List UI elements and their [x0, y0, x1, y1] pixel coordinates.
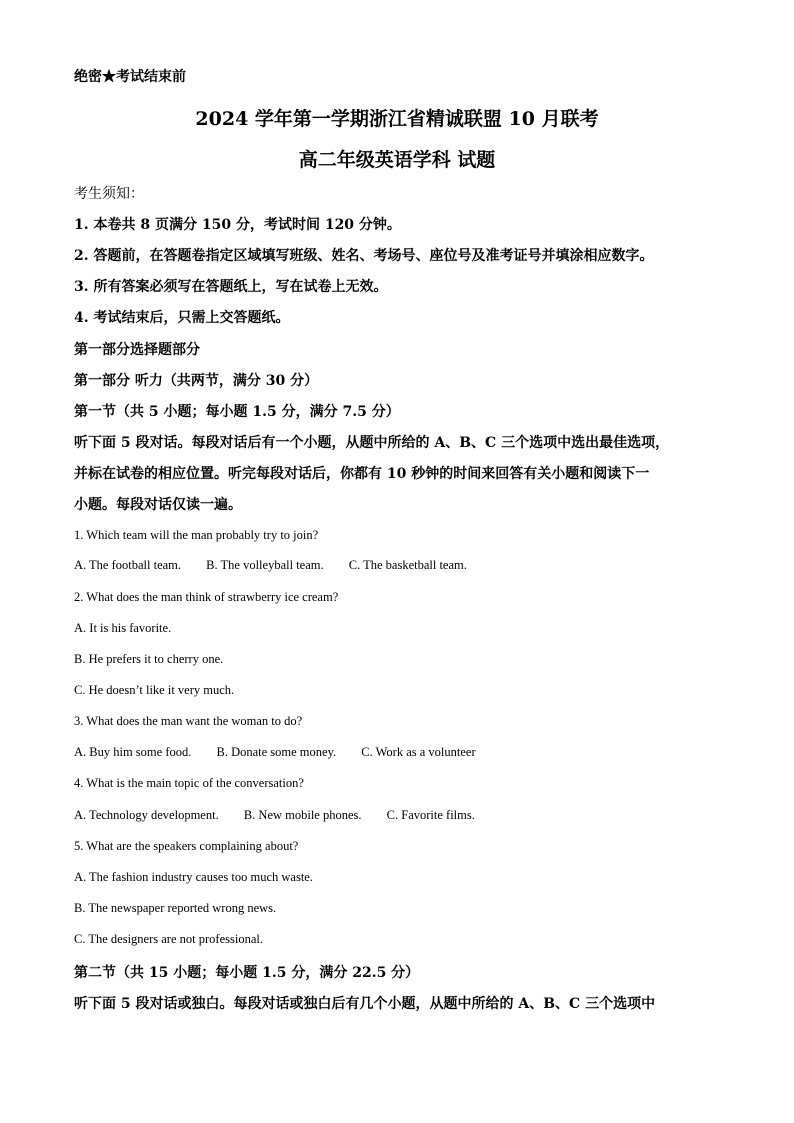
option-c: C. Work as a volunteer	[361, 745, 476, 759]
option-a: A. It is his favorite.	[74, 621, 172, 635]
notice-item: 3. 所有答案必须写在答题纸上，写在试卷上无效。	[74, 279, 388, 295]
option-b: B. The volleyball team.	[206, 558, 324, 572]
section-one-instructions: 并标在试卷的相应位置。听完每段对话后，你都有 10 秒钟的时间来回答有关小题和阅读下一	[74, 466, 650, 482]
question-5: 5. What are the speakers complaining about?	[74, 839, 299, 853]
option-a: A. The football team.	[74, 558, 182, 572]
question-4-options	[74, 808, 497, 823]
question-3-options	[74, 745, 498, 760]
section-one-heading: 第一节（共 5 小题；每小题 1.5 分，满分 7.5 分）	[74, 404, 400, 420]
notice-item: 1. 本卷共 8 页满分 150 分，考试时间 120 分钟。	[74, 217, 401, 233]
exam-subtitle: 高二年级英语学科 试题	[298, 149, 496, 171]
section-two-instructions: 听下面 5 段对话或独白。每段对话或独白后有几个小题，从题中所给的 A、B、C 三个选项中	[74, 996, 656, 1012]
part-label: 第一部分选择题部分	[74, 342, 200, 358]
option-b: B. New mobile phones.	[243, 808, 362, 822]
option-a: A. The fashion industry causes too much waste.	[74, 870, 313, 884]
option-a: A. Technology development.	[74, 808, 219, 822]
question-1: 1. Which team will the man probably try to join?	[74, 528, 319, 542]
option-b: B. The newspaper reported wrong news.	[74, 901, 277, 915]
section-two-heading: 第二节（共 15 小题；每小题 1.5 分，满分 22.5 分）	[74, 965, 420, 981]
question-4: 4. What is the main topic of the conversation?	[74, 776, 304, 790]
question-1-options	[74, 558, 489, 573]
option-c: C. Favorite films.	[386, 808, 475, 822]
notice-heading: 考生须知：	[74, 186, 144, 202]
section-one-instructions: 听下面 5 段对话。每段对话后有一个小题，从题中所给的 A、B、C 三个选项中选出最佳选项，	[74, 435, 670, 451]
section-one-instructions: 小题。每段对话仅读一遍。	[74, 497, 242, 513]
notice-item: 2. 答题前，在答题卷指定区域填写班级、姓名、考场号、座位号及准考证号并填涂相应数字。	[74, 248, 654, 264]
secret-mark: 绝密★考试结束前	[74, 69, 186, 85]
option-a: A. Buy him some food.	[74, 745, 192, 759]
exam-title: 2024 学年第一学期浙江省精诚联盟 10 月联考	[195, 108, 599, 130]
notice-item: 4. 考试结束后，只需上交答题纸。	[74, 310, 290, 326]
part-heading: 第一部分 听力（共两节，满分 30 分）	[74, 373, 319, 389]
option-c: C. The basketball team.	[348, 558, 467, 572]
option-b: B. He prefers it to cherry one.	[74, 652, 224, 666]
question-2: 2. What does the man think of strawberry ice cream?	[74, 590, 339, 604]
option-c: C. He doesn’t like it very much.	[74, 683, 235, 697]
option-b: B. Donate some money.	[216, 745, 337, 759]
question-3: 3. What does the man want the woman to do?	[74, 714, 303, 728]
option-c: C. The designers are not professional.	[74, 932, 263, 946]
